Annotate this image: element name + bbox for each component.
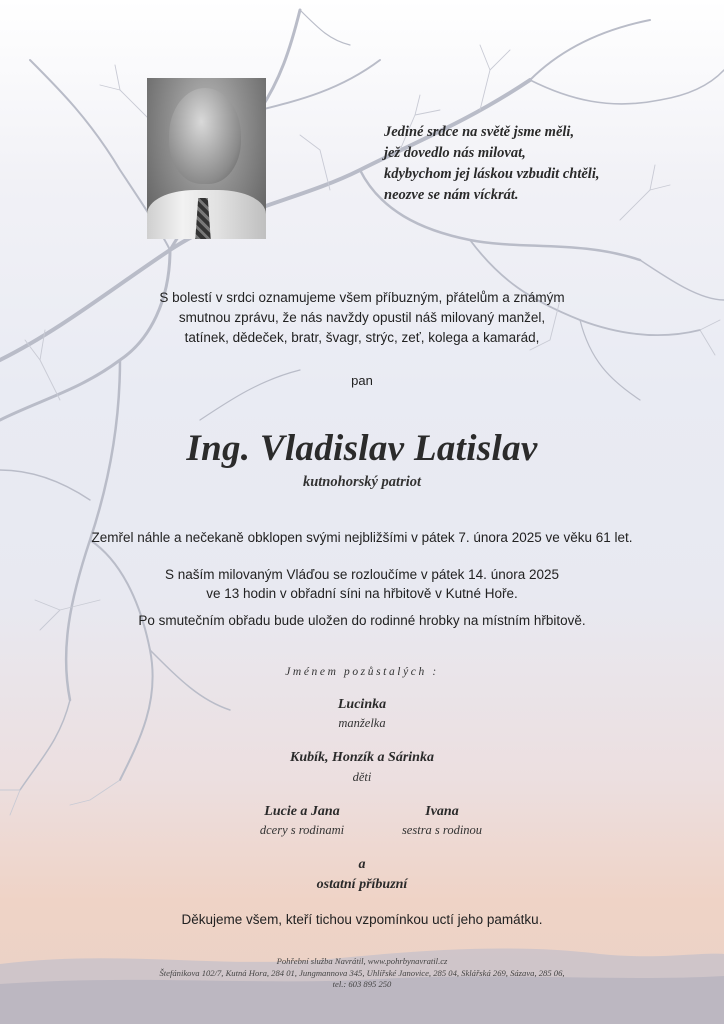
intro-line: S bolestí v srdci oznamujeme všem příbuzným, přátelům a známým (159, 290, 565, 305)
intro-line: tatínek, dědeček, bratr, švagr, strýc, zeť, kolega a kamarád, (184, 330, 540, 345)
on-behalf-heading: Jménem pozůstalých : (285, 666, 439, 678)
memorial-poem (384, 122, 704, 206)
mourner-sister (352, 804, 532, 838)
footer-line: Štefánikova 102/7, Kutná Hora, 284 01, Jungmannova 345, Uhlířské Janovice, 285 04, Sklářská 269, Sázava, 285 06, (159, 967, 565, 978)
funeral-service-footer (0, 956, 724, 991)
thanks-note: Děkujeme všem, kteří tichou vzpomínkou uctí jeho památku. (181, 912, 543, 927)
mourner-sister-name: Ivana (425, 804, 459, 819)
farewell-line: S naším milovaným Vláďou se rozloučíme v pátek 14. února 2025 (165, 567, 559, 582)
mourner-children-name: Kubík, Honzík a Sárinka (290, 750, 434, 765)
poem-line: Jediné srdce na světě jsme měli, (384, 124, 575, 140)
announcement-intro (0, 288, 724, 348)
deceased-name: Ing. Vladislav Latislav (186, 428, 538, 469)
mourner-wife-role: manželka (338, 716, 386, 730)
poem-line: kdybychom jej láskou vzbudit chtěli, (384, 166, 600, 182)
intro-line: smutnou zprávu, že nás navždy opustil náš milovaný manžel, (178, 310, 546, 325)
deceased-subtitle: kutnohorský patriot (302, 474, 422, 490)
footer-line: tel.: 603 895 250 (332, 979, 392, 989)
honorific: pan (351, 373, 373, 388)
death-notice: Zemřel náhle a nečekaně obklopen svými nejbližšími v pátek 7. února 2025 ve věku 61 let. (91, 530, 633, 545)
poem-line: jež dovedlo nás milovat, (384, 145, 526, 161)
mourners-others: ostatní příbuzní (316, 877, 408, 892)
poem-line: neozve se nám víckrát. (384, 187, 519, 203)
mourner-wife-name: Lucinka (337, 697, 387, 712)
mourner-sister-role: sestra s rodinou (401, 823, 483, 837)
farewell-info (0, 565, 724, 603)
mourners-and: a (358, 857, 366, 872)
burial-info: Po smutečním obřadu bude uložen do rodinné hrobky na místním hřbitově. (138, 613, 586, 628)
mourner-daughters-name: Lucie a Jana (264, 804, 340, 819)
mourner-daughters-role: dcery s rodinami (259, 823, 345, 837)
footer-line: Pohřební služba Navrátil, www.pohrbynavratil.cz (276, 956, 448, 966)
portrait-photo (147, 78, 266, 239)
portrait-head (169, 88, 241, 184)
mourner-children-role: děti (352, 770, 372, 784)
farewell-line: ve 13 hodin v obřadní síni na hřbitově v Kutné Hoře. (206, 586, 518, 601)
